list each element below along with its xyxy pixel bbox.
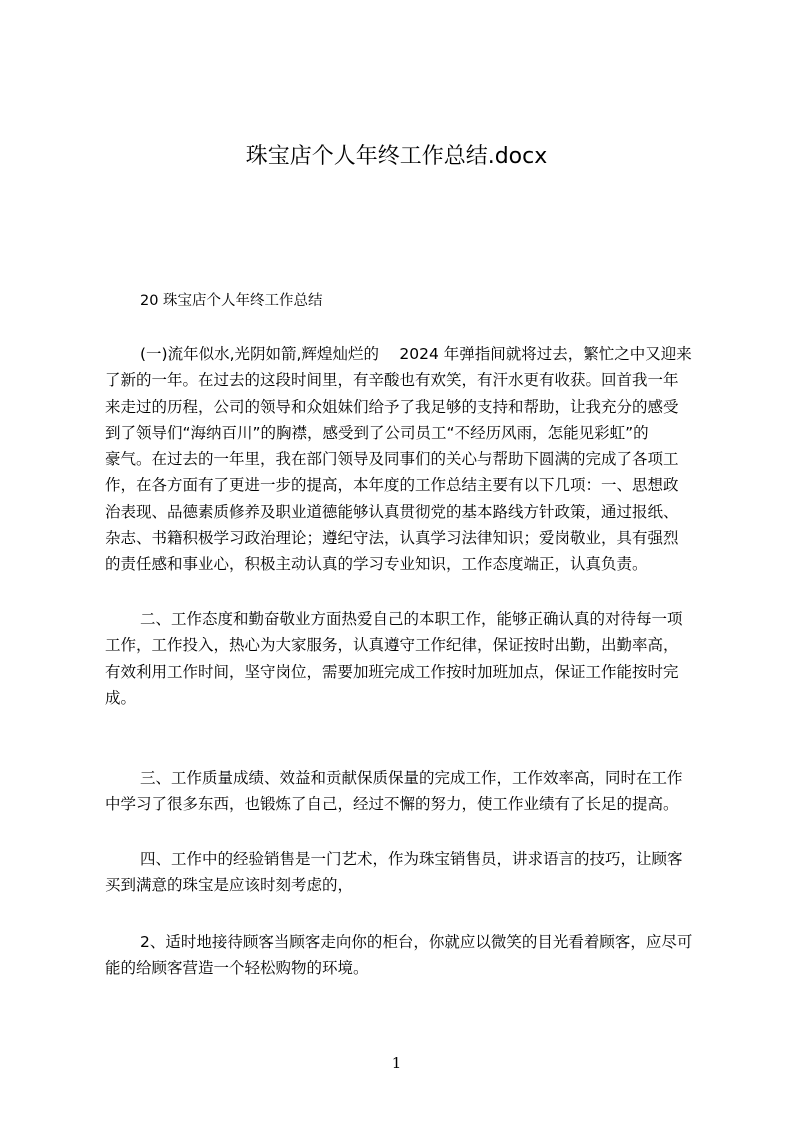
paragraph-line: 2、适时地接待顾客当顾客走向你的柜台，你就应以微笑的目光看着顾客，应尽可: [140, 933, 693, 951]
paragraph: [105, 846, 705, 899]
paragraph-line: 中学习了很多东西，也锻炼了自己，经过不懈的努力，使工作业绩有了长足的提高。: [105, 795, 679, 814]
page-number: 1: [391, 1054, 402, 1072]
paragraph-line: 成。: [105, 688, 137, 707]
paragraph-line: 有效利用工作时间，坚守岗位，需要加班完成工作按时加班加点，保证工作能按时完: [105, 662, 679, 681]
document-title: 珠宝店个人年终工作总结.docx: [245, 144, 548, 169]
paragraph-line: 三、工作质量成绩、效益和贡献保质保量的完成工作，工作效率高，同时在工作: [140, 769, 683, 787]
paragraph-line: 豪气。在过去的一年里，我在部门领导及同事们的关心与帮助下圆满的完成了各项工: [105, 450, 679, 469]
paragraph-line: 买到满意的珠宝是应该时刻考虑的，: [105, 876, 354, 895]
document-subheading: 20 珠宝店个人年终工作总结: [140, 293, 323, 309]
paragraph-line: 四、工作中的经验销售是一门艺术，作为珠宝销售员，讲求语言的技巧，让顾客: [140, 850, 683, 868]
paragraph: [105, 606, 705, 711]
paragraph-line: 杂志、书籍积极学习政治理论；遵纪守法，认真学习法律知识；爱岗敬业，具有强烈: [105, 529, 679, 548]
paragraph-line: 作，在各方面有了更进一步的提高，本年度的工作总结主要有以下几项：一、思想政: [105, 476, 679, 495]
paragraph-line: 二、工作态度和勤奋敬业方面热爱自己的本职工作，能够正确认真的对待每一项: [140, 610, 683, 628]
paragraph: [105, 765, 705, 818]
paragraph: [105, 929, 705, 982]
paragraph-line: (一)流年似水,光阴如箭,辉煌灿烂的 2024 年弹指间就将过去，繁忙之中又迎来: [140, 345, 692, 363]
paragraph-line: 到了领导们“海纳百川”的胸襟，感受到了公司员工“不经历风雨，怎能见彩虹”的: [105, 423, 649, 442]
paragraph-line: 能的给顾客营造一个轻松购物的环境。: [105, 959, 369, 978]
paragraph-line: 工作，工作投入，热心为大家服务，认真遵守工作纪律，保证按时出勤，出勤率高，: [105, 636, 679, 655]
paragraph-line: 的责任感和事业心，积极主动认真的学习专业知识，工作态度端正，认真负责。: [105, 555, 648, 574]
paragraph-line: 来走过的历程，公司的领导和众姐妹们给予了我足够的支持和帮助，让我充分的感受: [105, 397, 679, 416]
paragraph-line: 治表现、品德素质修养及职业道德能够认真贯彻党的基本路线方针政策，通过报纸、: [105, 502, 679, 521]
paragraph: [105, 341, 705, 578]
paragraph-line: 了新的一年。在过去的这段时间里，有辛酸也有欢笑，有汗水更有收获。回首我一年: [105, 371, 679, 390]
